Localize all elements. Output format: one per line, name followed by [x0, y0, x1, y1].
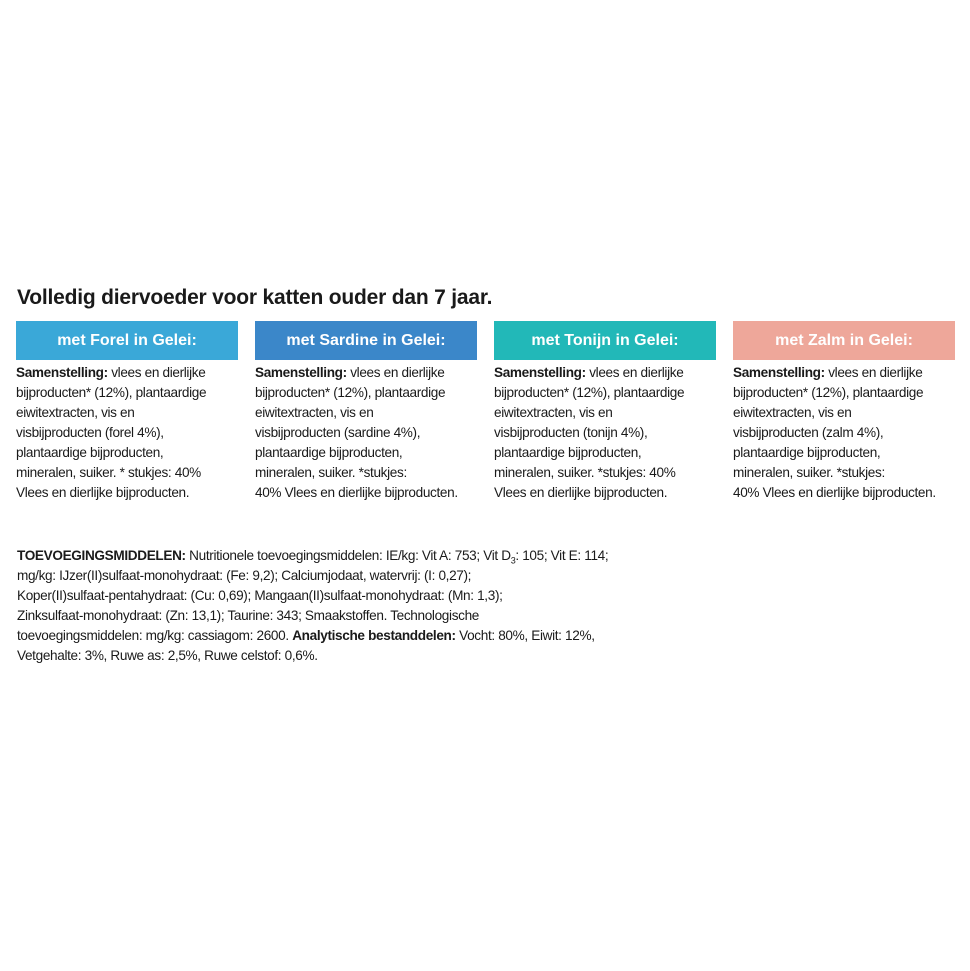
composition-line: plantaardige bijproducten, — [255, 445, 403, 460]
composition-line: eiwitextracten, vis en — [16, 405, 135, 420]
variant-badge: met Sardine in Gelei: — [255, 321, 477, 360]
composition-line: plantaardige bijproducten, — [494, 445, 642, 460]
composition-line: visbijproducten (forel 4%), — [16, 425, 164, 440]
composition-label: Samenstelling: — [16, 365, 108, 380]
additives-text: Vocht: 80%, Eiwit: 12%, — [459, 628, 595, 643]
variant-sardine — [255, 321, 477, 503]
composition-label: Samenstelling: — [733, 365, 825, 380]
variant-badge: met Tonijn in Gelei: — [494, 321, 716, 360]
variant-zalm — [733, 321, 955, 503]
composition-line: bijproducten* (12%), plantaardige — [16, 385, 207, 400]
composition-label: Samenstelling: — [494, 365, 586, 380]
composition-line: 40% Vlees en dierlijke bijproducten. — [733, 485, 936, 500]
additives-label: TOEVOEGINGSMIDDELEN: — [17, 548, 186, 563]
additives-text: Nutritionele toevoegingsmiddelen: IE/kg: Vit A: 753; Vit D — [189, 548, 511, 563]
additives-text: toevoegingsmiddelen: mg/kg: cassiagom: 2600. — [17, 628, 289, 643]
composition-line: mineralen, suiker. *stukjes: — [255, 465, 407, 480]
composition-line: bijproducten* (12%), plantaardige — [494, 385, 685, 400]
additives-line — [17, 546, 667, 566]
composition-line: 40% Vlees en dierlijke bijproducten. — [255, 485, 458, 500]
composition-line: eiwitextracten, vis en — [494, 405, 613, 420]
additives-line: Koper(II)sulfaat-pentahydraat: (Cu: 0,69); Mangaan(II)sulfaat-monohydraat: (Mn: 1,3); — [17, 588, 503, 603]
composition-line: bijproducten* (12%), plantaardige — [733, 385, 924, 400]
composition-line: Vlees en dierlijke bijproducten. — [16, 485, 190, 500]
composition-line: mineralen, suiker. * stukjes: 40% — [16, 465, 201, 480]
composition-line: Vlees en dierlijke bijproducten. — [494, 485, 668, 500]
composition-line: visbijproducten (tonijn 4%), — [494, 425, 648, 440]
composition-text — [733, 363, 955, 503]
composition-text — [494, 363, 716, 503]
variant-badge: met Forel in Gelei: — [16, 321, 238, 360]
composition-text — [16, 363, 238, 503]
composition-line: plantaardige bijproducten, — [16, 445, 164, 460]
composition-text — [255, 363, 477, 503]
composition-line: vlees en dierlijke — [111, 365, 206, 380]
composition-line: plantaardige bijproducten, — [733, 445, 881, 460]
additives-line: Vetgehalte: 3%, Ruwe as: 2,5%, Ruwe celstof: 0,6%. — [17, 648, 318, 663]
composition-line: vlees en dierlijke — [828, 365, 923, 380]
composition-line: visbijproducten (sardine 4%), — [255, 425, 421, 440]
composition-label: Samenstelling: — [255, 365, 347, 380]
composition-line: vlees en dierlijke — [350, 365, 445, 380]
additives-line — [17, 626, 667, 646]
composition-line: mineralen, suiker. *stukjes: — [733, 465, 885, 480]
subscript: 3 — [510, 555, 516, 566]
additives-line: Zinksulfaat-monohydraat: (Zn: 13,1); Taurine: 343; Smaakstoffen. Technologische — [17, 608, 480, 623]
composition-line: eiwitextracten, vis en — [733, 405, 852, 420]
composition-line: bijproducten* (12%), plantaardige — [255, 385, 446, 400]
composition-line: eiwitextracten, vis en — [255, 405, 374, 420]
composition-line: vlees en dierlijke — [589, 365, 684, 380]
additives-text: : 105; Vit E: 114; — [515, 548, 609, 563]
variant-tonijn — [494, 321, 716, 503]
composition-line: visbijproducten (zalm 4%), — [733, 425, 884, 440]
analytic-label: Analytische bestanddelen: — [292, 628, 456, 643]
composition-line: mineralen, suiker. *stukjes: 40% — [494, 465, 676, 480]
variant-forel — [16, 321, 238, 503]
additives-line: mg/kg: IJzer(II)sulfaat-monohydraat: (Fe: 9,2); Calciumjodaat, watervrij: (I: 0,27); — [17, 568, 472, 583]
variant-badge: met Zalm in Gelei: — [733, 321, 955, 360]
additives-section — [17, 546, 667, 666]
page-title: Volledig diervoeder voor katten ouder dan 7 jaar. — [17, 286, 493, 309]
